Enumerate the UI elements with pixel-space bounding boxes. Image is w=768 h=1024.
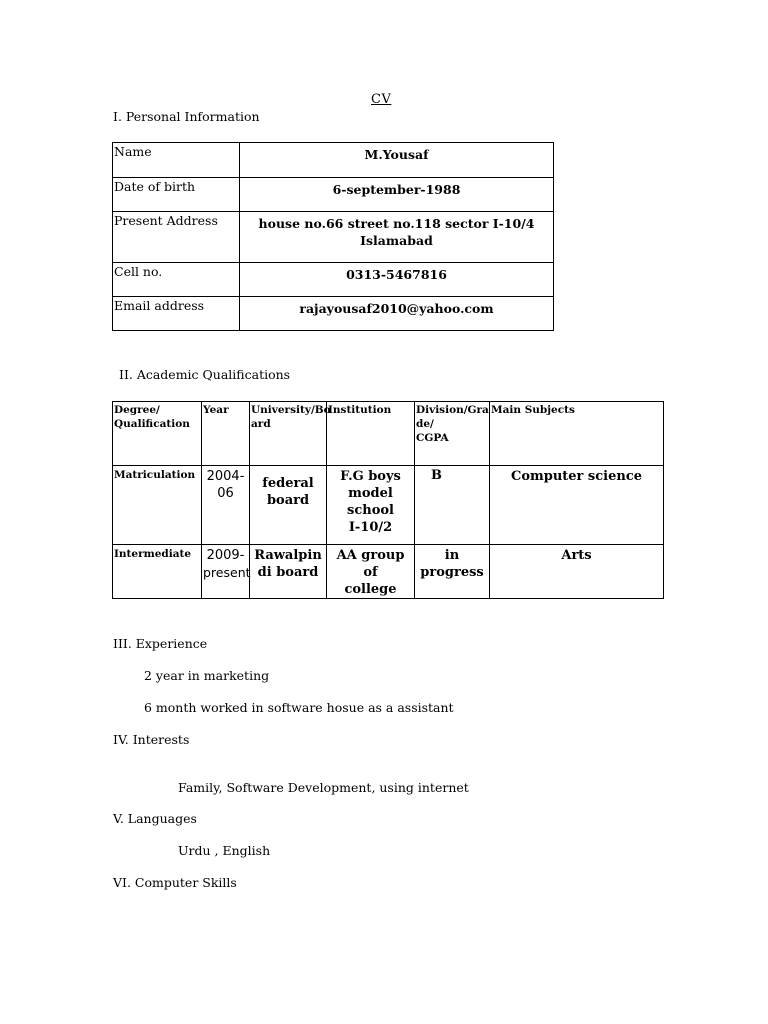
cv-title: CV (371, 92, 392, 107)
section-interests-heading: IV. Interests (113, 732, 190, 747)
institution-cell (327, 545, 415, 599)
header-degree (113, 402, 202, 466)
division-line-1: in (444, 548, 460, 563)
year-line-1: 2009- (206, 548, 245, 563)
section-experience-heading: III. Experience (113, 636, 208, 651)
institution-line-2: college (344, 582, 397, 597)
address-line-1: house no.66 street no.118 sector I-10/4 (258, 216, 535, 231)
board-cell (250, 466, 327, 545)
table-row (113, 178, 554, 212)
degree-cell: Intermediate (113, 545, 202, 599)
header-division-line-1: Division/Gra (416, 404, 489, 416)
section-academic-heading: II. Academic Qualifications (119, 367, 291, 382)
board-line-2: di board (257, 565, 319, 580)
header-degree-line-2: Qualification (114, 418, 190, 430)
header-university-line-1: University/Bo (251, 404, 331, 416)
degree-cell: Matriculation (113, 466, 202, 545)
board-cell (250, 545, 327, 599)
header-division-line-3: CGPA (416, 432, 449, 444)
table-row (113, 466, 664, 545)
header-subjects: Main Subjects (490, 402, 664, 466)
address-value (240, 212, 554, 263)
section-computer-skills-heading: VI. Computer Skills (113, 875, 237, 890)
section-personal-heading: I. Personal Information (113, 109, 260, 124)
year-cell (202, 466, 250, 545)
table-header-row (113, 402, 664, 466)
subjects-cell: Computer science (490, 466, 664, 545)
dob-label: Date of birth (113, 178, 240, 212)
address-label: Present Address (113, 212, 240, 263)
header-institution: Institution (327, 402, 415, 466)
table-row (113, 212, 554, 263)
year-line-1: 2004- (206, 469, 245, 484)
header-division (415, 402, 490, 466)
subjects-cell: Arts (490, 545, 664, 599)
languages-text: Urdu , English (178, 843, 271, 858)
board-line-2: board (266, 493, 310, 508)
table-row (113, 143, 554, 178)
institution-cell (327, 466, 415, 545)
institution-line-1: F.G boys (340, 469, 401, 484)
header-university (250, 402, 331, 466)
address-line-2: Islamabad (360, 233, 433, 248)
experience-item: 6 month worked in software hosue as a assistant (144, 700, 454, 715)
header-division-line-2: de/ (416, 418, 434, 430)
year-cell (202, 545, 250, 599)
header-degree-line-1: Degree/ (114, 404, 160, 416)
personal-info-table (112, 142, 554, 331)
academic-table (112, 401, 664, 599)
dob-value: 6-september-1988 (240, 178, 554, 212)
institution-line-1: AA group of (336, 548, 405, 580)
table-row (113, 297, 554, 331)
name-value: M.Yousaf (240, 143, 554, 178)
name-label: Name (113, 143, 240, 178)
email-value: rajayousaf2010@yahoo.com (240, 297, 554, 331)
interests-text: Family, Software Development, using internet (178, 780, 469, 795)
year-line-2: present (203, 565, 251, 580)
division-line-2: progress (420, 565, 484, 580)
year-line-2: 06 (217, 486, 234, 501)
cell-label: Cell no. (113, 263, 240, 297)
header-university-line-2: ard (251, 418, 271, 430)
table-row (113, 545, 664, 599)
board-line-1: Rawalpin (254, 548, 322, 563)
header-year: Year (202, 402, 250, 466)
experience-item: 2 year in marketing (144, 668, 270, 683)
section-languages-heading: V. Languages (113, 811, 197, 826)
institution-line-3: I-10/2 (348, 520, 393, 535)
division-cell (415, 545, 490, 599)
board-line-1: federal (262, 476, 314, 491)
cell-value: 0313-5467816 (240, 263, 554, 297)
division-cell: B (415, 466, 490, 545)
institution-line-2: model school (347, 486, 394, 518)
email-label: Email address (113, 297, 240, 331)
table-row (113, 263, 554, 297)
